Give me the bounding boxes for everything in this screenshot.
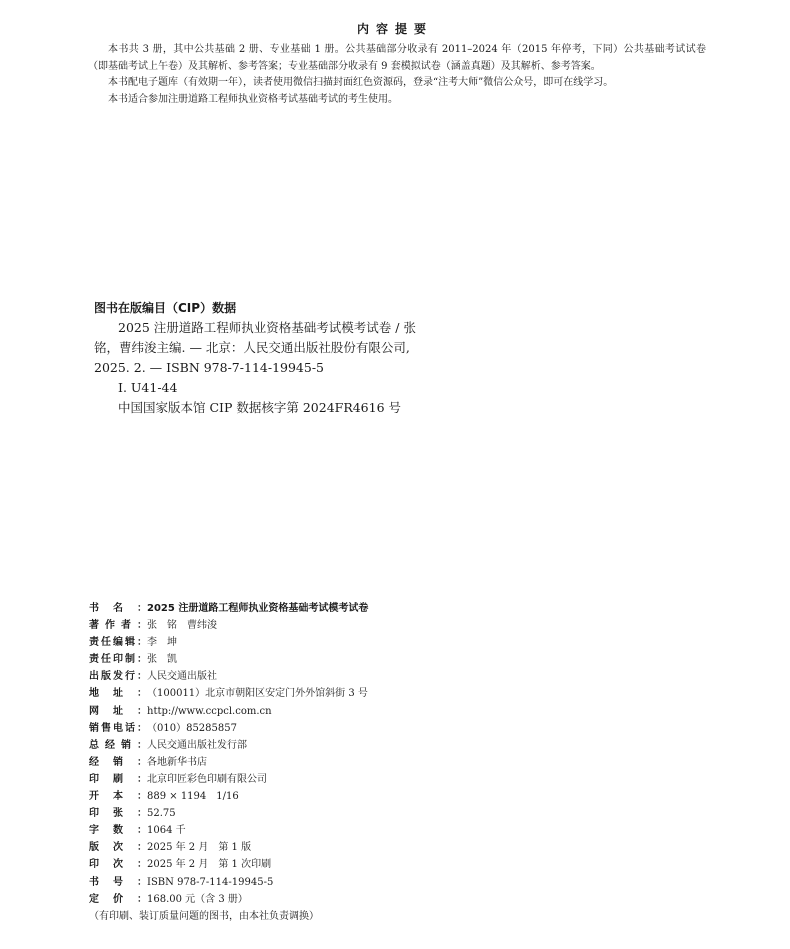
colophon-value: （010）85285857	[147, 722, 237, 734]
colophon-row-printer	[89, 771, 729, 788]
colophon-value: （100011）北京市朝阳区安定门外外馆斜街 3 号	[147, 688, 368, 700]
colophon-label: 版次：	[89, 842, 147, 854]
colophon-row-authors	[89, 617, 729, 634]
colophon-value: 889 × 1194 1/16	[147, 791, 239, 803]
colophon-row-print-supervisor	[89, 651, 729, 668]
cip-verification-number: 中国国家版本馆 CIP 数据核字第 2024FR4616 号	[118, 400, 402, 415]
colophon-label: 总经销：	[89, 739, 147, 751]
summary-paragraph: 本书适合参加注册道路工程师执业资格考试基础考试的考生使用。	[108, 93, 398, 105]
colophon-label: 责任印制：	[89, 654, 147, 666]
colophon-label: 印张：	[89, 808, 147, 820]
colophon-value: 北京印匠彩色印刷有限公司	[147, 773, 267, 785]
colophon-value: 张 铭 曹纬浚	[147, 620, 217, 632]
colophon-label: 印刷：	[89, 773, 147, 785]
colophon-value: 人民交通出版社	[147, 671, 217, 683]
summary-paragraph: 本书配电子题库（有效期一年），读者使用微信扫描封面红色资源码，登录“注考大师”微信公众号，即可在线学习。	[108, 77, 614, 88]
colophon-label: 字数：	[89, 825, 147, 837]
colophon-row-sheets	[89, 805, 729, 822]
colophon-row-distributor	[89, 754, 729, 771]
colophon-value: 人民交通出版社发行部	[147, 739, 247, 751]
quality-note: （有印刷、装订质量问题的图书，由本社负责调换）	[89, 910, 319, 922]
colophon	[89, 600, 729, 925]
cip-heading: 图书在版编目（CIP）数据	[94, 301, 237, 315]
colophon-label: 印次：	[89, 859, 147, 871]
colophon-row-general-distributor	[89, 737, 729, 754]
colophon-value: 各地新华书店	[147, 756, 207, 768]
colophon-label: 书号：	[89, 876, 147, 888]
colophon-row-website	[89, 703, 729, 720]
colophon-label: 出版发行：	[89, 671, 147, 683]
summary-paragraph: 本书共 3 册，其中公共基础 2 册、专业基础 1 册。公共基础部分收录有 2011–2024 年（2015 年停考，下同）公共基础考试试卷（即基础考试上午卷）及其解析、参考答案；专业基础部分收录有 9 套模拟试卷（涵盖真题）及其解析、参考答案。	[88, 44, 706, 72]
colophon-row-editor	[89, 634, 729, 651]
colophon-label: 经销：	[89, 756, 147, 768]
colophon-value: 2025 注册道路工程师执业资格基础考试模考试卷	[147, 603, 369, 614]
colophon-row-price	[89, 891, 729, 908]
colophon-row-title	[89, 600, 729, 617]
colophon-row-word-count	[89, 822, 729, 839]
cip-record: 2025 注册道路工程师执业资格基础考试模考试卷 / 张铭，曹纬浚主编. — 北京：人民交通出版社股份有限公司, 2025. 2. — ISBN 978-7-114-19945-5	[94, 320, 416, 375]
colophon-value: 1064 千	[147, 825, 186, 837]
colophon-row-edition	[89, 839, 729, 856]
colophon-row-format	[89, 788, 729, 805]
colophon-row-address	[89, 685, 729, 702]
colophon-value: 张 凯	[147, 654, 177, 666]
colophon-row-sales-phone	[89, 720, 729, 737]
colophon-row-publisher	[89, 668, 729, 685]
colophon-value: 168.00 元（含 3 册）	[147, 893, 248, 905]
colophon-label: 定价：	[89, 893, 147, 905]
colophon-label: 地址：	[89, 688, 147, 700]
colophon-label: 网址：	[89, 705, 147, 717]
colophon-label: 责任编辑：	[89, 637, 147, 649]
colophon-label: 书名：	[89, 603, 147, 614]
colophon-value: 2025 年 2 月 第 1 版	[147, 842, 252, 854]
colophon-label: 著作者：	[89, 620, 147, 632]
summary-section	[88, 42, 706, 108]
colophon-value: 李 坤	[147, 637, 177, 649]
cip-classification: Ⅰ. U41-44	[118, 380, 178, 395]
colophon-row-printing	[89, 856, 729, 873]
colophon-value: http://www.ccpcl.com.cn	[147, 705, 272, 717]
colophon-row-isbn	[89, 874, 729, 891]
colophon-value: ISBN 978-7-114-19945-5	[147, 876, 274, 888]
colophon-label: 销售电话：	[89, 722, 147, 734]
cip-section	[94, 298, 434, 418]
colophon-value: 52.75	[147, 808, 176, 820]
colophon-value: 2025 年 2 月 第 1 次印刷	[147, 859, 272, 871]
colophon-label: 开本：	[89, 791, 147, 803]
summary-title: 内容提要	[356, 22, 433, 36]
